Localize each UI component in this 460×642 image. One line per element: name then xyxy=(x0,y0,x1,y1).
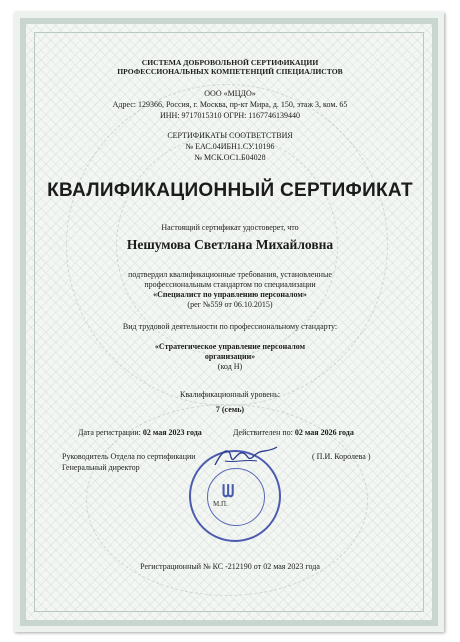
stamp-label: М.П. xyxy=(213,500,228,508)
certifies-text: Настоящий сертификат удостоверет, что xyxy=(161,223,299,232)
conformity-number-2: № МСК.ОС1.Б04028 xyxy=(194,153,266,162)
certificate-title: КВАЛИФИКАЦИОННЫЙ СЕРТИФИКАТ xyxy=(47,180,413,201)
header-line-2: ПРОФЕССИОНАЛЬНЫХ КОМПЕТЕНЦИЙ СПЕЦИАЛИСТОВ xyxy=(117,67,343,76)
registration-date-value: 02 мая 2023 года xyxy=(142,428,202,437)
registration-number: Регистрационный № КС -212190 от 02 мая 2023 года xyxy=(140,562,320,571)
registration-date-label: Дата регистрации: xyxy=(78,428,141,437)
level-value: 7 (семь) xyxy=(215,405,245,414)
org-address: Адрес: 129366, Россия, г. Москва, пр-кт Мира, д. 150, этаж 3, ком. 65 xyxy=(112,100,348,109)
conformity-title: СЕРТИФИКАТЫ СООТВЕТСТВИЯ xyxy=(167,131,293,140)
activity-code: (код Н) xyxy=(217,362,243,371)
activity-name-line-1: «Стратегическое управление персоналом xyxy=(154,342,306,351)
stamp-inner-ring xyxy=(207,468,265,526)
header-line-1: СИСТЕМА ДОБРОВОЛЬНОЙ СЕРТИФИКАЦИИ xyxy=(141,58,319,67)
activity-name-line-2: организации» xyxy=(204,352,256,361)
confirmation-line-1: подтвердил квалификационные требования, установленные xyxy=(128,270,332,279)
valid-until-label: Действителен по: xyxy=(233,428,293,437)
signatory-position-1: Руководитель Отдела по сертификации xyxy=(62,452,196,461)
specialization-reg: (рег №559 от 06.10.2015) xyxy=(187,300,273,309)
holder-name: Нешумова Светлана Михайловна xyxy=(126,237,334,252)
stamp-logo-icon: ᗯ xyxy=(222,482,234,501)
conformity-number-1: № ЕАС.04ИБН1.СУ.10196 xyxy=(185,142,275,151)
signatory-position-2: Генеральный директор xyxy=(62,463,140,472)
valid-until xyxy=(233,428,354,437)
level-label: Квалификационный уровень: xyxy=(180,390,280,399)
registration-date xyxy=(78,428,202,437)
handwritten-signature xyxy=(211,443,283,473)
org-ids: ИНН: 9717015310 ОГРН: 1167746139440 xyxy=(159,111,301,120)
org-name: ООО «МЦДО» xyxy=(204,89,256,98)
confirmation-line-2: профессиональным стандартом по специализации xyxy=(144,280,316,289)
valid-until-value: 02 мая 2026 года xyxy=(294,428,354,437)
specialization: «Специалист по управлению персоналом» xyxy=(153,290,307,299)
signatory-name: ( П.И. Королева ) xyxy=(312,452,371,461)
activity-label: Вид трудовой деятельности по профессиональному стандарту: xyxy=(122,322,338,331)
